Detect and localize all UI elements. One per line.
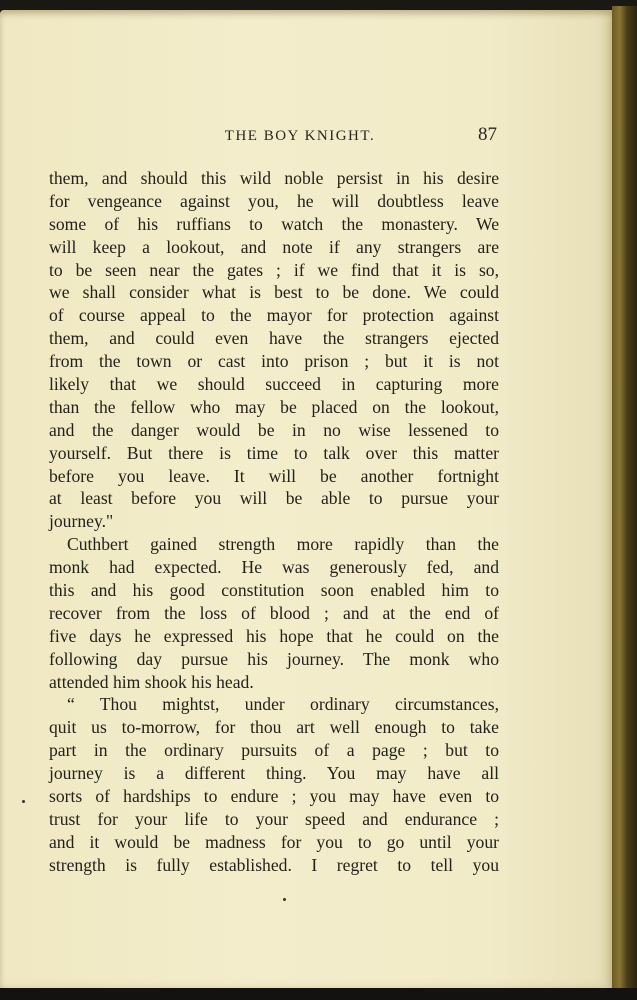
text-line: for vengeance against you, he will doubtless leave — [49, 190, 499, 211]
scan-speck — [283, 898, 286, 901]
text-line: yourself. But there is time to talk over this matter — [49, 442, 499, 463]
text-line: recover from the loss of blood ; and at the end of — [49, 602, 499, 623]
text-line: Cuthbert gained strength more rapidly than the — [67, 534, 499, 555]
text-line: and it would be madness for you to go until your — [49, 831, 499, 852]
body-text — [49, 167, 499, 877]
text-line: at least before you will be able to pursue your — [49, 488, 499, 509]
text-line: following day pursue his journey. The monk who — [49, 648, 499, 669]
text-line: some of his ruffians to watch the monastery. We — [49, 213, 499, 234]
text-line: part in the ordinary pursuits of a page ; but to — [49, 740, 499, 761]
text-line: journey is a different thing. You may have all — [49, 763, 499, 784]
text-line: them, and should this wild noble persist in his desire — [49, 168, 499, 188]
running-head-title: THE BOY KNIGHT. — [224, 128, 376, 144]
text-line: five days he expressed his hope that he could on the — [49, 625, 499, 646]
text-line: them, and could even have the strangers ejected — [49, 328, 499, 349]
text-line: monk had expected. He was generously fed, and — [49, 557, 499, 578]
text-line: trust for your life to your speed and endurance ; — [49, 808, 499, 829]
running-head — [0, 126, 612, 150]
text-line: this and his good constitution soon enabled him to — [49, 580, 499, 601]
text-line: sorts of hardships to endure ; you may have even to — [49, 786, 499, 807]
scan-speck — [22, 800, 25, 803]
text-line: will keep a lookout, and note if any strangers are — [49, 236, 499, 257]
text-line: strength is fully established. I regret to tell you — [49, 854, 499, 875]
page-number: 87 — [478, 124, 497, 145]
book-page — [0, 10, 612, 988]
bottom-shadow — [0, 988, 637, 1000]
text-line: and the danger would be in no wise lessened to — [49, 419, 499, 440]
text-line: journey." — [49, 511, 114, 532]
text-line: “ Thou mightst, under ordinary circumstances, — [67, 694, 499, 715]
text-line: attended him shook his head. — [49, 671, 254, 692]
text-line: of course appeal to the mayor for protection against — [49, 305, 499, 326]
text-line: quit us to-morrow, for thou art well enough to take — [49, 717, 499, 738]
text-line: likely that we should succeed in capturing more — [49, 374, 499, 395]
text-line: than the fellow who may be placed on the lookout, — [49, 396, 499, 417]
page-edge — [612, 6, 637, 994]
text-line: we shall consider what is best to be done. We could — [49, 282, 499, 303]
text-line: from the town or cast into prison ; but it is not — [49, 351, 499, 372]
text-line: to be seen near the gates ; if we find that it is so, — [49, 259, 499, 280]
text-line: before you leave. It will be another fortnight — [49, 465, 499, 486]
